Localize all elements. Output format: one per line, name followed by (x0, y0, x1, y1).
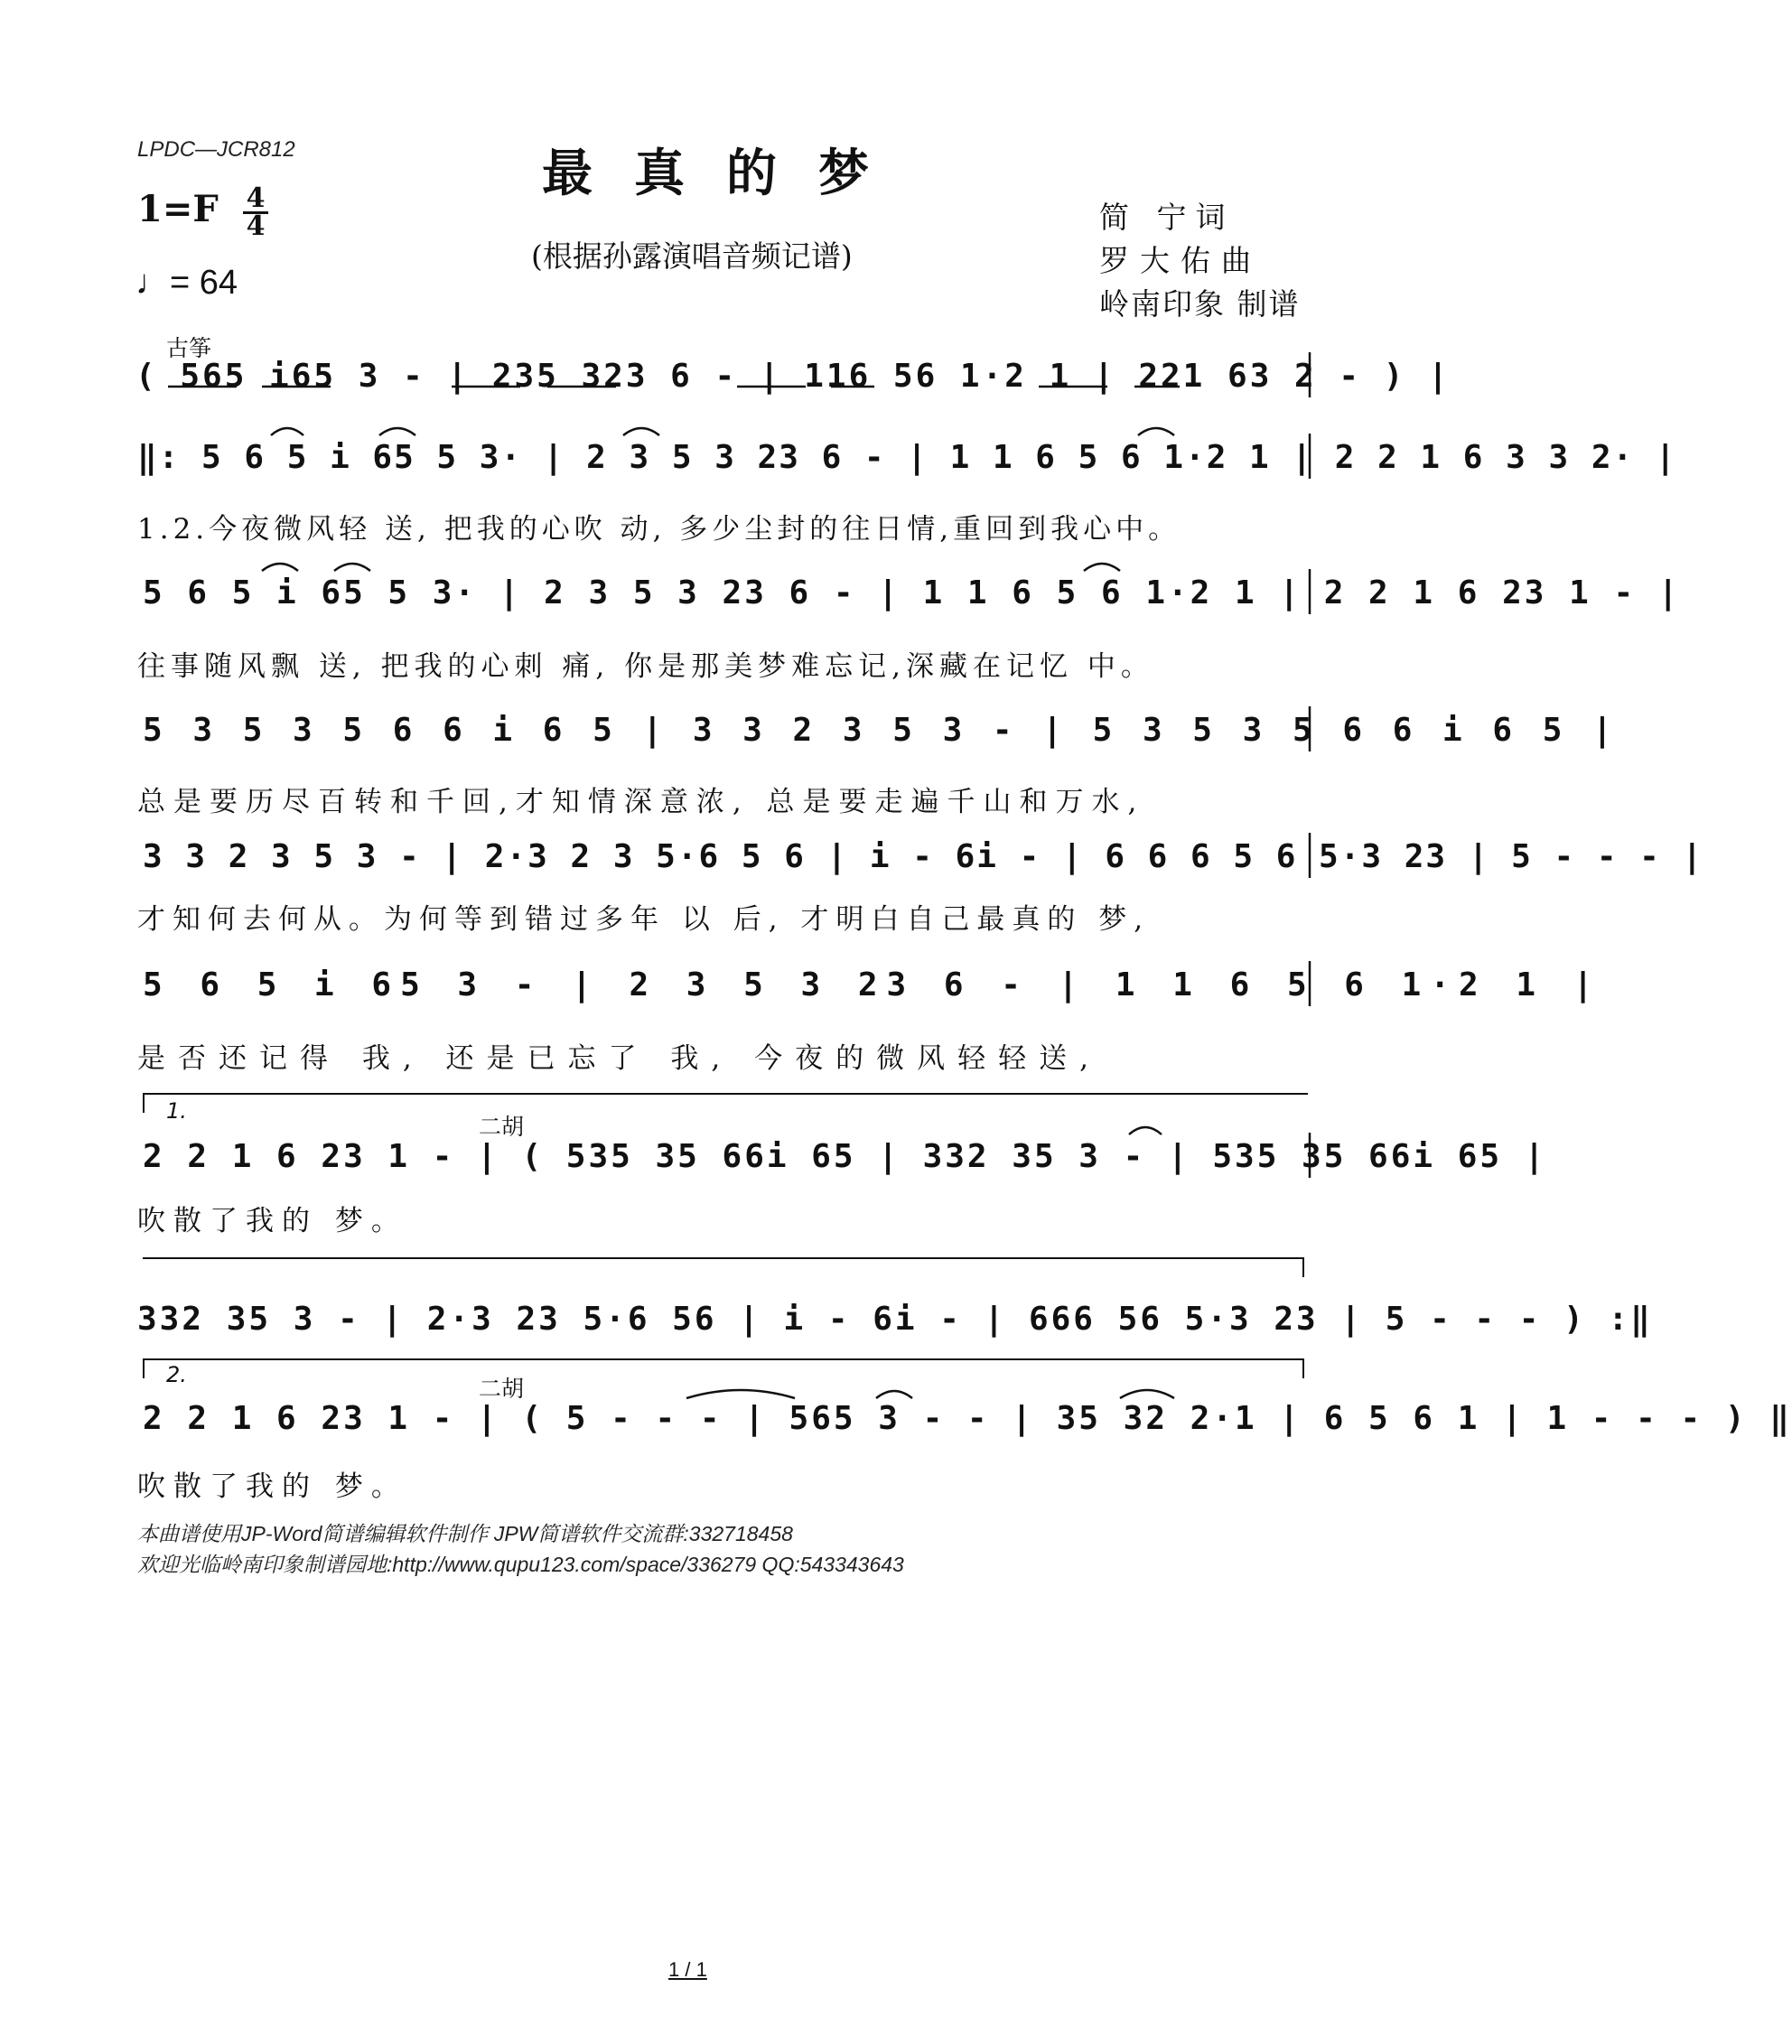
slur (271, 428, 303, 435)
ending-2-notes: 2 2 1 6 23 1 - | ( 5 - - - | 565 3 - - | 35 32 2·1 | 6 5 6 1 | 1 - - - ) ‖ (143, 1400, 1792, 1437)
page-number: 1 / 1 (668, 1958, 707, 1981)
interlude-instrument-label: 二胡 (479, 1114, 525, 1140)
slur (623, 428, 659, 435)
ending-2-lyrics: 吹散了我的 梦。 (137, 1470, 407, 1503)
slur (1138, 428, 1174, 435)
time-signature-top: 4 (246, 182, 266, 214)
volta-2-label: 2. (166, 1362, 187, 1387)
composer-credit: 罗大佑曲 (1099, 243, 1262, 278)
chorus-notes-2: 3 3 2 3 5 3 - | 2·3 2 3 5·6 5 6 | i - 6i - | 6 6 6 5 6 5·3 23 | 5 - - - | (143, 838, 1704, 875)
outro-instrument-label: 二胡 (479, 1376, 525, 1402)
intro-instrument-label: 古筝 (166, 335, 212, 361)
verse-lyrics-2: 往事随风飘 送, 把我的心刺 痛, 你是那美梦难忘记,深藏在记忆 中。 (137, 650, 1154, 683)
time-signature-bottom: 4 (246, 210, 266, 242)
lyricist-credit: 简 宁词 (1099, 200, 1235, 235)
verse-lyrics-1: 1.2.今夜微风轻 送, 把我的心吹 动, 多少尘封的往日情,重回到我心中。 (137, 513, 1181, 546)
slur (876, 1391, 912, 1398)
slur (1084, 564, 1120, 571)
intro-notes: ( 565 i65 3 - | 235 323 6 - | 116 56 1·2 1 | 221 63 2 - ) | (135, 358, 1451, 395)
arranger-credit: 岭南印象 制谱 (1099, 286, 1301, 322)
footer-website-note: 欢迎光临岭南印象制谱园地:http://www.qupu123.com/space/336279 QQ:543343643 (137, 1553, 904, 1576)
slur (1120, 1390, 1174, 1398)
chorus-notes-1: 5 3 5 3 5 6 6 i 6 5 | 3 3 2 3 5 3 - | 5 3 5 3 5 6 6 i 6 5 | (143, 712, 1618, 749)
chorus-lyrics-3: 是否还记得 我, 还是已忘了 我, 今夜的微风轻轻送, (137, 1042, 1101, 1075)
chorus-notes-3: 5 6 5 i 65 3 - | 2 3 5 3 23 6 - | 1 1 6 5 6 1·2 1 | (143, 966, 1602, 1003)
slur (334, 564, 370, 571)
key-signature: 1=F (137, 188, 219, 230)
song-subtitle: (根据孙露演唱音频记谱) (531, 238, 853, 274)
chorus-lyrics-1: 总是要历尽百转和千回,才知情深意浓, 总是要走遍千山和万水, (137, 786, 1145, 818)
interlude-notes: 332 35 3 - | 2·3 23 5·6 56 | i - 6i - | 666 56 5·3 23 | 5 - - - ) :‖ (137, 1301, 1653, 1338)
slur (379, 428, 415, 435)
score-code: LPDC—JCR812 (137, 137, 295, 162)
slur (686, 1390, 795, 1398)
footer-software-note: 本曲谱使用JP-Word简谱编辑软件制作 JPW简谱软件交流群:332718458 (137, 1522, 793, 1545)
verse-notes-1: ‖: 5 6 5 i 65 5 3· | 2 3 5 3 23 6 - | 1 1 6 5 6 1·2 1 | 2 2 1 6 3 3 2· | (137, 439, 1677, 476)
volta-1-label: 1. (166, 1098, 187, 1124)
slur (262, 564, 298, 571)
verse-notes-2: 5 6 5 i 65 5 3· | 2 3 5 3 23 6 - | 1 1 6 5 6 1·2 1 | 2 2 1 6 23 1 - | (143, 574, 1681, 611)
song-title: 最真的梦 (542, 144, 910, 203)
slur (1129, 1127, 1162, 1134)
tempo-marking: ♩= 64 (135, 264, 238, 302)
ending-1-lyrics: 吹散了我的 梦。 (137, 1205, 407, 1237)
ending-1-notes: 2 2 1 6 23 1 - | ( 535 35 66i 65 | 332 35 3 - | 535 35 66i 65 | (143, 1138, 1547, 1175)
chorus-lyrics-2: 才知何去何从。为何等到错过多年 以 后, 才明白自己最真的 梦, (137, 903, 1151, 936)
